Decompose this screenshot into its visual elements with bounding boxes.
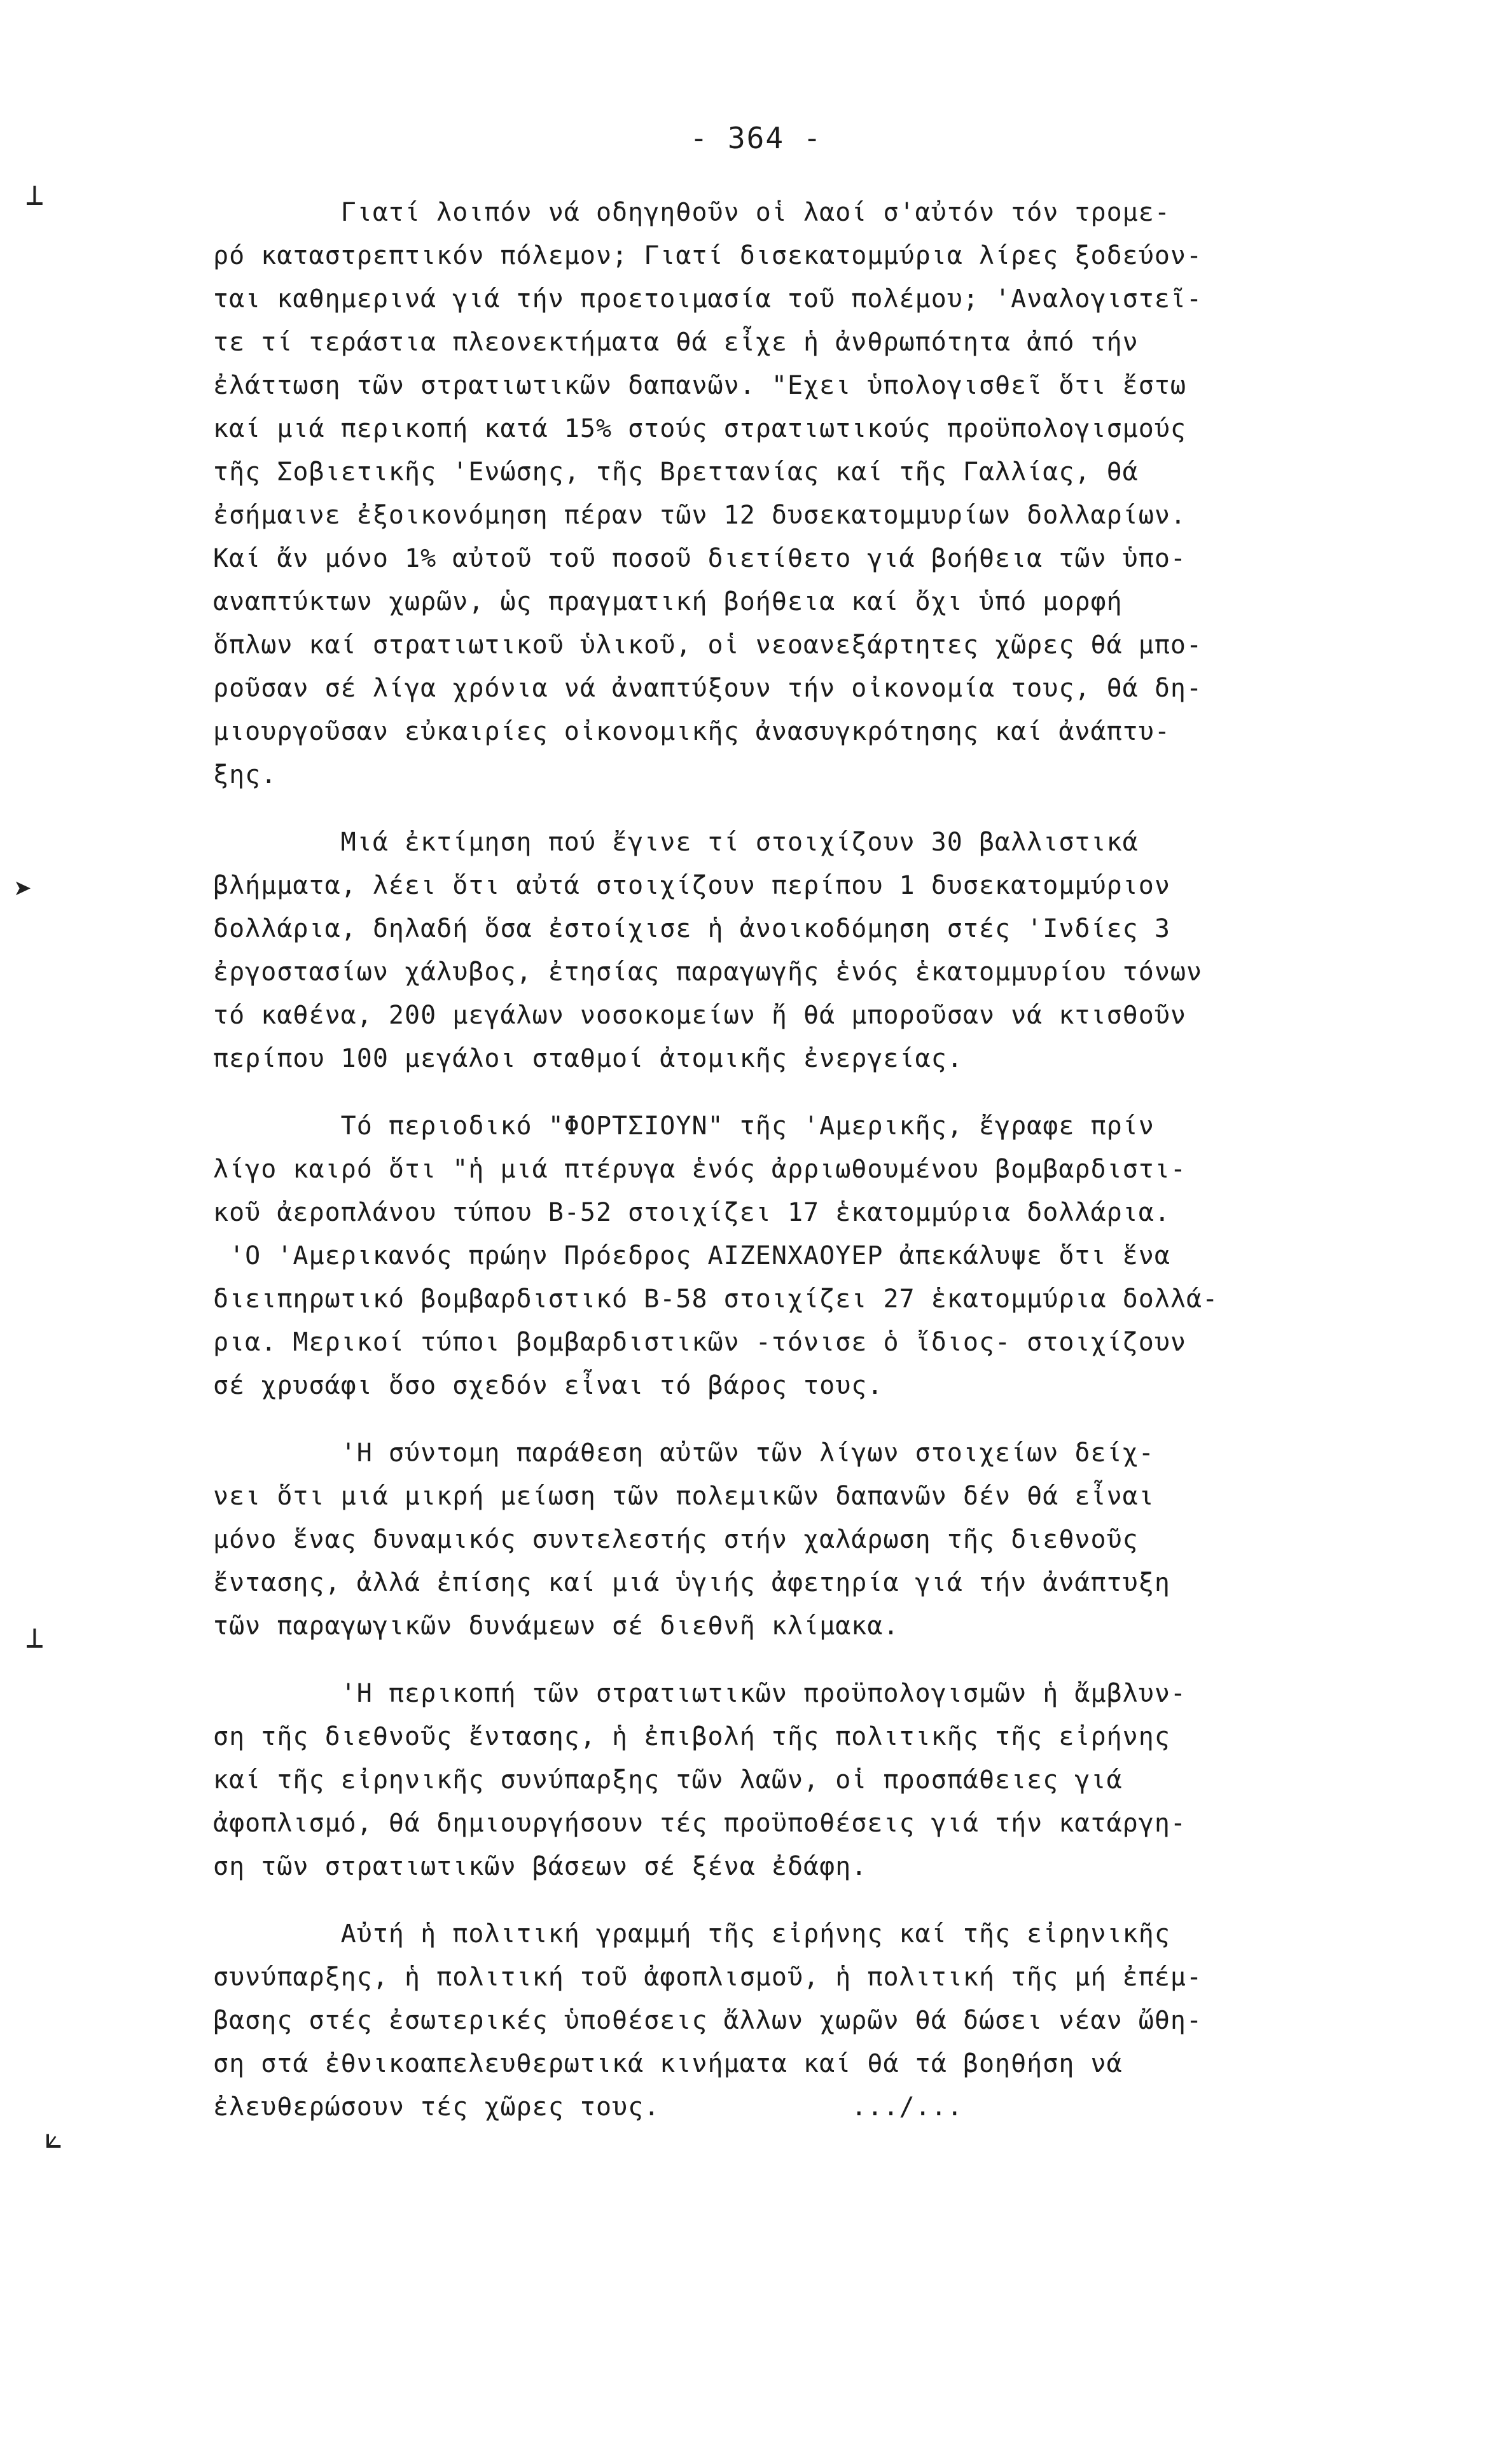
- paragraph-gap: [213, 1080, 1333, 1104]
- text-line: καί μιά περικοπή κατά 15% στούς στρατιωτικούς προϋπολογισμούς: [213, 414, 1187, 443]
- text-line: Τό περιοδικό "ΦΟΡΤΣΙΟΥΝ" τῆς 'Αμερικῆς, ἔγραφε πρίν: [213, 1111, 1155, 1141]
- text-line: καί τῆς εἰρηνικῆς συνύπαρξης τῶν λαῶν, οἱ προσπάθειες γιά: [213, 1765, 1123, 1795]
- text-line: ση τῶν στρατιωτικῶν βάσεων σέ ξένα ἐδάφη.: [213, 1852, 868, 1881]
- text-line: τε τί τεράστια πλεονεκτήματα θά εἶχε ἡ ἀνθρωπότητα ἀπό τήν: [213, 328, 1139, 357]
- page-number: - 364 -: [690, 121, 822, 155]
- margin-mark: ⟀: [45, 2120, 63, 2155]
- text-line: 'Ο 'Αμερικανός πρώην Πρόεδρος ΑΙΖΕΝΧΑΟΥΕΡ ἀπεκάλυψε ὅτι ἕνα: [213, 1241, 1170, 1270]
- text-line: σέ χρυσάφι ὅσο σχεδόν εἶναι τό βάρος τους.: [213, 1371, 884, 1400]
- text-line: ἀφοπλισμό, θά δημιουργήσουν τές προϋποθέσεις γιά τήν κατάργη-: [213, 1809, 1187, 1838]
- paragraph: [213, 191, 1333, 796]
- text-line: συνύπαρξης, ἡ πολιτική τοῦ ἀφοπλισμοῦ, ἡ πολιτική τῆς μή ἐπέμ-: [213, 1963, 1203, 1992]
- text-line: 'Η περικοπή τῶν στρατιωτικῶν προϋπολογισμῶν ἡ ἄμβλυν-: [213, 1679, 1187, 1708]
- paragraph-gap: [213, 796, 1333, 821]
- paragraph: [213, 821, 1333, 1080]
- margin-mark: ⊥: [25, 177, 44, 212]
- margin-mark: ⊥: [25, 1620, 44, 1655]
- text-line: ξης.: [213, 760, 277, 789]
- text-line: μιουργοῦσαν εὐκαιρίες οἰκονομικῆς ἀνασυγκρότησης καί ἀνάπτυ-: [213, 717, 1170, 746]
- text-line: ὅπλων καί στρατιωτικοῦ ὑλικοῦ, οἱ νεοανεξάρτητες χῶρες θά μπο-: [213, 630, 1203, 660]
- text-line: ἐλάττωση τῶν στρατιωτικῶν δαπανῶν. "Εχει ὑπολογισθεῖ ὅτι ἔστω: [213, 371, 1187, 400]
- text-line: αναπτύκτων χωρῶν, ὡς πραγματική βοήθεια καί ὄχι ὑπό μορφή: [213, 587, 1123, 616]
- text-line: ἐργοστασίων χάλυβος, ἐτησίας παραγωγῆς ἑνός ἑκατομμυρίου τόνων: [213, 957, 1203, 987]
- text-line: ται καθημερινά γιά τήν προετοιμασία τοῦ πολέμου; 'Αναλογιστεῖ-: [213, 284, 1203, 314]
- text-line: Γιατί λοιπόν νά οδηγηθοῦν οἱ λαοί σ'αὐτόν τόν τρομε-: [213, 198, 1170, 227]
- text-line: ρια. Μερικοί τύποι βομβαρδιστικῶν -τόνισε ὁ ἴδιος- στοιχίζουν: [213, 1328, 1187, 1357]
- text-line: μόνο ἕνας δυναμικός συντελεστής στήν χαλάρωση τῆς διεθνοῦς: [213, 1525, 1139, 1554]
- paragraph-gap: [213, 1407, 1333, 1431]
- text-line: διειπηρωτικό βομβαρδιστικό Β-58 στοιχίζει 27 ἑκατομμύρια δολλά-: [213, 1284, 1219, 1314]
- text-line: τῆς Σοβιετικῆς 'Ενώσης, τῆς Βρεττανίας καί τῆς Γαλλίας, θά: [213, 457, 1139, 487]
- text-line: τῶν παραγωγικῶν δυνάμεων σέ διεθνῆ κλίμακα.: [213, 1611, 899, 1641]
- paragraph: [213, 1912, 1333, 2129]
- paragraph: [213, 1431, 1333, 1648]
- text-line: Καί ἄν μόνο 1% αὐτοῦ τοῦ ποσοῦ διετίθετο γιά βοήθεια τῶν ὑπο-: [213, 544, 1187, 573]
- paragraph-gap: [213, 1648, 1333, 1672]
- text-line: κοῦ ἀεροπλάνου τύπου Β-52 στοιχίζει 17 ἑκατομμύρια δολλάρια.: [213, 1198, 1170, 1227]
- paragraph: [213, 1104, 1333, 1407]
- text-line: νει ὅτι μιά μικρή μείωση τῶν πολεμικῶν δαπανῶν δέν θά εἶναι: [213, 1482, 1155, 1511]
- text-line: ρό καταστρεπτικόν πόλεμον; Γιατί δισεκατομμύρια λίρες ξοδεύον-: [213, 241, 1203, 270]
- text-line: βλήμματα, λέει ὅτι αὐτά στοιχίζουν περίπου 1 δυσεκατομμύριον: [213, 871, 1170, 900]
- text-line: περίπου 100 μεγάλοι σταθμοί ἀτομικῆς ἐνεργείας.: [213, 1044, 963, 1073]
- body-text: [213, 191, 1333, 2129]
- text-line: Αὐτή ἡ πολιτική γραμμή τῆς εἰρήνης καί τῆς εἰρηνικῆς: [213, 1919, 1170, 1949]
- text-line: 'Η σύντομη παράθεση αὐτῶν τῶν λίγων στοιχείων δείχ-: [213, 1438, 1155, 1468]
- text-line: Μιά ἐκτίμηση πού ἔγινε τί στοιχίζουν 30 βαλλιστικά: [213, 828, 1139, 857]
- text-line: ἔντασης, ἀλλά ἐπίσης καί μιά ὑγιής ἀφετηρία γιά τήν ἀνάπτυξη: [213, 1568, 1170, 1597]
- text-line: ἐλευθερώσουν τές χῶρες τους. .../...: [213, 2092, 963, 2122]
- text-line: λίγο καιρό ὅτι "ἡ μιά πτέρυγα ἑνός ἀρριωθουμένου βομβαρδιστι-: [213, 1155, 1187, 1184]
- text-line: ἐσήμαινε ἐξοικονόμηση πέραν τῶν 12 δυσεκατομμυρίων δολλαρίων.: [213, 501, 1187, 530]
- margin-arrow-mark: ➤: [14, 872, 32, 907]
- text-line: ροῦσαν σέ λίγα χρόνια νά ἀναπτύξουν τήν οἰκονομία τους, θά δη-: [213, 674, 1203, 703]
- text-line: τό καθένα, 200 μεγάλων νοσοκομείων ἤ θά μποροῦσαν νά κτισθοῦν: [213, 1001, 1187, 1030]
- paragraph-gap: [213, 1888, 1333, 1912]
- text-line: ση στά ἐθνικοαπελευθερωτικά κινήματα καί θά τά βοηθήση νά: [213, 2049, 1123, 2078]
- text-line: βασης στές ἐσωτερικές ὑποθέσεις ἄλλων χωρῶν θά δώσει νέαν ὤθη-: [213, 2006, 1203, 2035]
- text-line: ση τῆς διεθνοῦς ἔντασης, ἡ ἐπιβολή τῆς πολιτικῆς τῆς εἰρήνης: [213, 1722, 1170, 1751]
- paragraph: [213, 1672, 1333, 1888]
- text-line: δολλάρια, δηλαδή ὅσα ἐστοίχισε ἡ ἀνοικοδόμηση στές 'Ινδίες 3: [213, 914, 1170, 943]
